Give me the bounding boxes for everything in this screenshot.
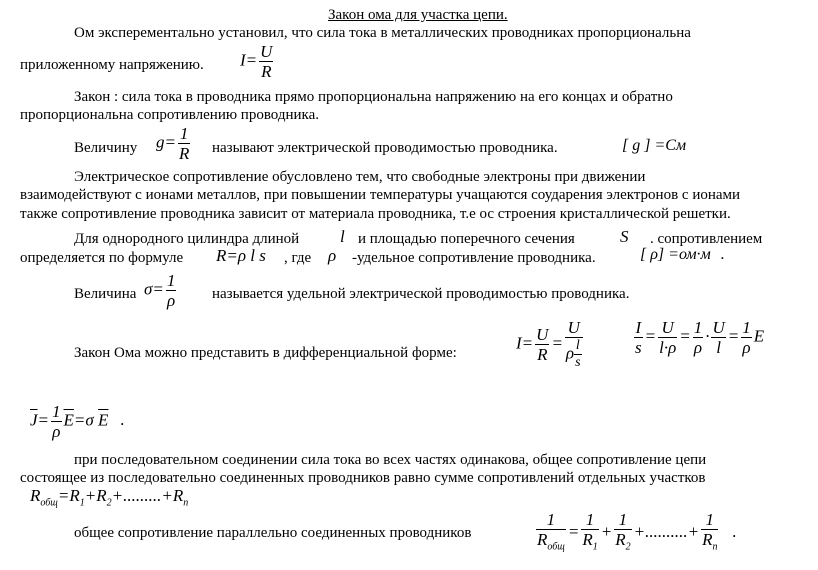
denominator-s: s — [575, 355, 581, 370]
symbol-r2: R — [615, 530, 626, 549]
equals-sign: = — [521, 333, 534, 353]
equals-sign: = — [37, 410, 50, 430]
formula-series-resistance — [30, 486, 188, 508]
paragraph-resistance-cause-1: Электрическое сопротивление обусловлено тем, что свободные электроны при движении — [74, 169, 646, 185]
numerator-one: 1 — [701, 510, 718, 530]
denominator-rho: ρ — [742, 338, 751, 357]
ellipsis: .......... — [645, 522, 688, 542]
paragraph-conductivity-desc: называется удельной электрической проводимостью проводника. — [212, 286, 630, 302]
plus-sign: + — [687, 522, 700, 542]
fraction-one-over-rho — [51, 402, 62, 441]
paragraph-ohm-intro-end: приложенному напряжению. — [20, 57, 204, 73]
numerator-u: U — [536, 325, 549, 344]
formula-resistance: R=ρ l s — [216, 246, 266, 265]
fraction-i-over-s — [634, 318, 643, 357]
numerator-one: 1 — [179, 124, 189, 143]
unit-ohm-meter: ом·м — [678, 246, 711, 263]
denominator-rho: ρ — [565, 343, 575, 363]
fraction-one-over-r-total — [536, 510, 566, 556]
denominator-rho: ρ — [693, 338, 703, 357]
symbol-r-total: R — [537, 530, 548, 549]
equals-sign: = — [164, 132, 176, 152]
subscript-2: 2 — [625, 541, 631, 553]
symbol-sigma: σ — [144, 279, 153, 299]
numerator-u: U — [658, 318, 677, 338]
equals-sign: = — [152, 279, 164, 299]
plus-sign: + — [600, 522, 613, 542]
symbol-r2: R — [96, 486, 107, 505]
fraction-u-over-l-rho — [658, 318, 677, 357]
numerator-u: U — [565, 318, 583, 338]
equals-sign: = — [551, 333, 563, 353]
symbol-field: E — [753, 326, 765, 346]
equals-sign: = — [679, 326, 691, 346]
formula-differential-2 — [632, 318, 764, 357]
equals-sign: = — [727, 326, 740, 346]
ellipsis: ......... — [123, 486, 162, 505]
equals-sign: = — [245, 50, 258, 70]
period: . — [120, 410, 125, 430]
dot-sign: · — [705, 326, 710, 346]
denominator-r-total — [536, 530, 566, 556]
formula-parallel-resistance — [534, 510, 737, 556]
denominator-r: R — [537, 345, 548, 364]
fraction-u-over-l — [711, 318, 725, 357]
period: . — [720, 246, 725, 263]
plus-sign: + — [161, 486, 173, 505]
fraction-one-over-rho — [166, 271, 177, 310]
symbol-sigma: σ — [85, 410, 94, 430]
denominator-r: R — [178, 144, 190, 163]
paragraph-resistance-cause-3: также сопротивление проводника зависит от материала проводника, т.е ос строения кристаллической решетки. — [20, 206, 731, 222]
fraction-one-over-r — [178, 124, 190, 163]
symbol-current: I — [240, 50, 246, 70]
paragraph-series-2: состоящее из последовательно соединенных проводников равно сумме сопротивлений отдельных участков — [20, 470, 706, 486]
paragraph-parallel: общее сопротивление параллельно соединенных проводников — [74, 525, 472, 541]
symbol-r-total: R — [30, 486, 41, 505]
symbol-field: $\overline{E}$ — [98, 410, 109, 430]
equals-sign: = — [567, 522, 580, 542]
paragraph-ohm-intro: Ом эксперементально установил, что сила тока в металлических проводниках пропорциональна — [74, 25, 691, 41]
formula-ohm-law — [240, 42, 275, 81]
numerator-one: 1 — [52, 402, 61, 421]
symbol-r1: R — [69, 486, 80, 505]
plus-sign: + — [633, 522, 646, 542]
symbol-length: l — [340, 227, 345, 246]
paragraph-resistance-cause-2: взаимодействуют с ионами металлов, при повышении температуры учащаются соударения электронов с ионами — [20, 187, 741, 203]
subscript-2: 2 — [106, 497, 112, 509]
fraction-u-over-r — [259, 42, 273, 81]
denominator-rn — [701, 530, 718, 556]
numerator-u: U — [260, 42, 273, 61]
paragraph-ohm-law: Закон : сила тока в проводника прямо пропорциональна напряжению на его концах и обратно — [74, 89, 673, 105]
period: . — [732, 522, 737, 542]
numerator-one: 1 — [166, 271, 176, 290]
formula-differential-1 — [516, 318, 585, 371]
symbol-g: g — [156, 132, 165, 152]
paragraph-cylinder-2: и площадью поперечного сечения — [358, 231, 575, 247]
fraction-one-over-rn — [701, 510, 718, 556]
numerator-one: 1 — [614, 510, 631, 530]
denominator-rho-l-s — [565, 338, 583, 371]
plus-sign: + — [84, 486, 97, 505]
paragraph-series-1: при последовательном соединении сила тока во всех частях одинакова, общее сопротивление цепи — [74, 452, 707, 468]
symbol-r1: R — [582, 530, 593, 549]
fraction-one-over-r1 — [581, 510, 598, 556]
subscript-1: 1 — [79, 497, 85, 509]
symbol-rn: R — [702, 530, 713, 549]
numerator-l: l — [575, 338, 580, 353]
equals-sign: = — [73, 410, 86, 430]
paragraph-cylinder-5: , где — [284, 250, 312, 266]
denominator-r: R — [261, 62, 272, 81]
symbol-current-density: $\overline{J}$ — [30, 410, 38, 430]
paragraph-conductance-desc: называют электрической проводимостью проводника. — [212, 140, 558, 156]
numerator-one: 1 — [742, 318, 751, 337]
unit-conductance — [622, 137, 686, 155]
formula-current-density — [30, 402, 125, 441]
plus-sign: + — [111, 486, 124, 505]
fraction-one-over-r2 — [614, 510, 631, 556]
paragraph-ohm-law-end: пропорциональна сопротивлению проводника. — [20, 107, 320, 123]
symbol-rn: R — [172, 486, 184, 505]
paragraph-differential-form: Закон Ома можно представить в дифференциальной форме: — [74, 345, 457, 361]
denominator-l: l — [716, 338, 721, 357]
subscript-n: n — [712, 541, 718, 553]
numerator-i: I — [635, 318, 642, 337]
equals-sign: = — [57, 486, 70, 505]
denominator-r2 — [614, 530, 631, 556]
paragraph-conductance-label: Величину — [74, 140, 138, 156]
page-title: Закон ома для участка цепи. — [328, 7, 508, 23]
fraction-one-over-rho — [693, 318, 704, 357]
fraction-u-over-r — [535, 325, 549, 364]
denominator-rho: ρ — [52, 422, 61, 441]
symbol-current: I — [516, 333, 522, 353]
denominator-r1 — [581, 530, 598, 556]
subscript-1: 1 — [592, 541, 598, 553]
numerator-one: 1 — [693, 318, 703, 337]
paragraph-conductivity-label: Величина — [74, 286, 137, 302]
formula-conductance — [156, 124, 192, 163]
paragraph-cylinder-4: определяется по формуле — [20, 250, 184, 266]
numerator-one: 1 — [581, 510, 598, 530]
paragraph-cylinder-3: . сопротивлением — [650, 231, 763, 247]
denominator-l-rho: l·ρ — [659, 338, 677, 357]
paragraph-cylinder-6: -удельное сопротивление проводника. — [352, 250, 596, 266]
fraction-l-over-s — [574, 338, 581, 371]
paragraph-cylinder-1: Для однородного цилиндра длиной — [74, 231, 300, 247]
numerator-u: U — [712, 318, 725, 337]
unit-rho-bracket: [ ρ] = — [640, 246, 679, 263]
numerator-one: 1 — [536, 510, 566, 530]
fraction-one-over-rho — [741, 318, 752, 357]
unit-resistivity — [640, 246, 725, 264]
symbol-field: $\overline{E}$ — [63, 410, 74, 430]
denominator-s: s — [635, 338, 642, 357]
subscript-n: n — [183, 497, 189, 509]
fraction-u-over-rho-l-s — [565, 318, 583, 371]
unit-g-bracket: [ g ] = — [622, 137, 666, 154]
formula-conductivity — [144, 271, 178, 310]
equals-sign: = — [644, 326, 657, 346]
denominator-rho: ρ — [167, 291, 176, 310]
unit-siemens: См — [665, 137, 687, 154]
symbol-rho: ρ — [328, 246, 337, 265]
symbol-area: S — [620, 227, 629, 246]
subscript-total: общ — [547, 541, 565, 553]
subscript-total: общ — [40, 497, 58, 509]
